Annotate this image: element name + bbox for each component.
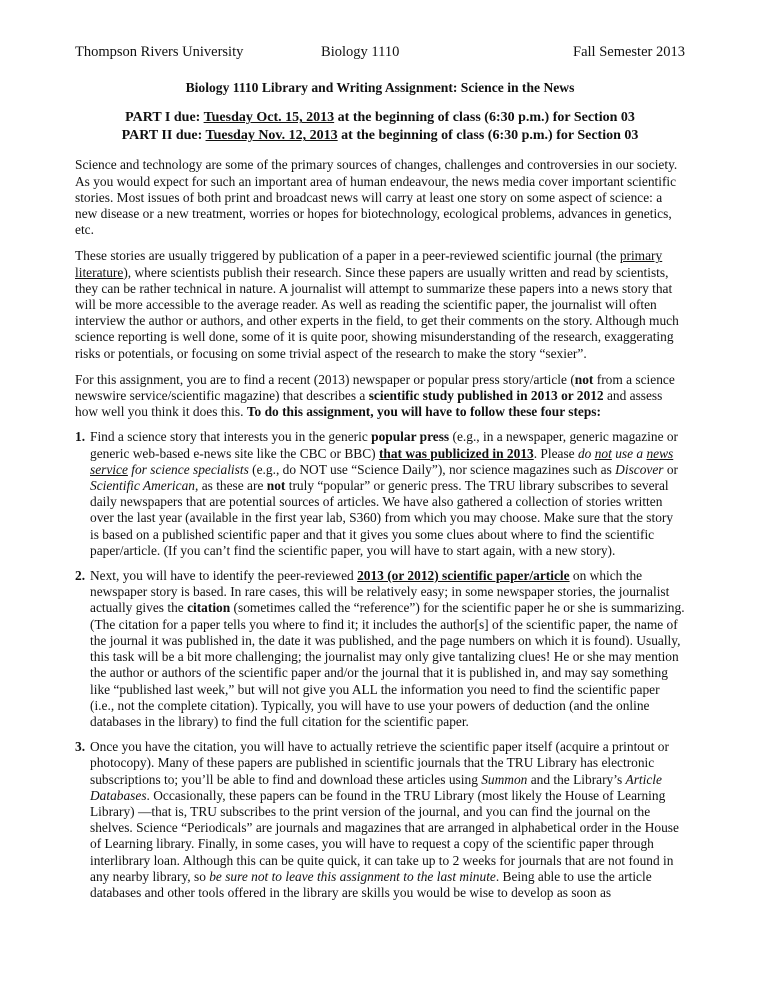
assignment-title: Biology 1110 Library and Writing Assignment: Science in the News: [185, 80, 575, 96]
step-1: 1. Find a science story that interests you in the generic popular press (e.g., in a newspaper, generic magazine or generic web-based e-news site like the CBC or BBC) that was publicized in 2013. Please do not use a news service for science specialists (e.g., do NOT use “Science Daily”), nor science magazines such as Discover or Scientific American, as these are not truly “popular” or generic press. The TRU library subscribes to several daily newspapers that are potential sources of articles. We have also gathered a collection of stories written over the last year (available in the first year lab, S360) from which you may choose. Make sure that the story is based on a published scientific paper and that it gives you some clues about where to find the scientific paper/article. (If you can’t find the scientific paper, you will have to start again, with a new story).: [75, 429, 679, 558]
intro-paragraph: Science and technology are some of the primary sources of changes, challenges and controversies in our society. As you would expect for such an important area of human endeavour, the news media cover important scientific stories. Most issues of both print and broadcast news will carry at least one story on some aspect of science: a new disease or a new treatment, worries or hopes for biotechnology, ecological problems, advances in genetics, etc.: [75, 157, 678, 238]
due-dates: [75, 109, 685, 145]
assignment-paragraph: For this assignment, you are to find a recent (2013) newspaper or popular press story/article (not from a science newswire service/scientific magazine) that describes a scientific study published in 2013 or 2012 and assess how well you think it does this. To do this assignment, you will have to follow these four steps:: [75, 371, 675, 420]
step-2: 2. Next, you will have to identify the peer-reviewed 2013 (or 2012) scientific paper/article on which the newspaper story is based. In rare cases, this will be relatively easy; in some newspaper stories, the journalist actually gives the citation (sometimes called the “reference”) for the scientific paper he or she is summarizing. (The citation for a paper tells you where to find it; it includes the author[s] of the scientific paper, the name of the journal it was published in, the date it was published, and the page numbers on which it is found). Usually, this task will be a bit more challenging; the journalist may only give tantalizing clues! He or she may mention the author or authors of the scientific paper and/or the journal that it is published in, and may say something like “published last week,” but will not give you ALL the information you need to find the scientific paper (i.e., not the complete citation). Typically, you will have to use your powers of deduction (and the online databases in the library) to find the full citation for the scientific paper.: [75, 568, 685, 729]
header-semester: Fall Semester 2013: [573, 44, 685, 60]
steps-list: [75, 429, 685, 901]
due-part-1: PART I due: Tuesday Oct. 15, 2013 at the beginning of class (6:30 p.m.) for Section 03: [125, 110, 635, 126]
background-paragraph: These stories are usually triggered by publication of a paper in a peer-reviewed scientific journal (the primary literature), where scientists publish their research. Since these papers are usually written and read by scientists, they can be rather technical in nature. A journalist will attempt to summarize these papers into a news story that will be more accessible to the average reader. As well as reading the scientific paper, the journalist will often interview the author or authors, and other experts in the field, to get their comments on the story. Although much science reporting is well done, some of it is quite poor, showing misunderstanding of the research, exaggerating risks or potentials, or focusing on some trivial aspect of the research to make the story “sexier”.: [75, 248, 679, 361]
document-page: [75, 44, 685, 910]
step-3: 3. Once you have the citation, you will have to actually retrieve the scientific paper itself (acquire a printout or photocopy). Many of these papers are published in scientific journals that the TRU Library has electronic subscriptions to; you’ll be able to find and download these articles using Summon and the Library’s Article Databases. Occasionally, these papers can be found in the TRU Library (most likely the House of Learning Library) —that is, TRU subscribes to the print version of the journal, and you can find the journal on the shelves. Science “Periodicals” are journals and magazines that are arranged in alphabetical order in the House of Learning library. Finally, in some cases, you will have to request a copy of the scientific paper through interlibrary loan. Although this can be quite quick, it can take up to 2 weeks for journals that are not found in any nearby library, so be sure not to leave this assignment to the last minute. Being able to use the article databases and other tools offered in the library are skills you would be wise to develop as soon as: [75, 739, 679, 900]
due-part-2: PART II due: Tuesday Nov. 12, 2013 at the beginning of class (6:30 p.m.) for Section 03: [121, 128, 639, 144]
header-course: Biology 1110: [321, 44, 400, 60]
header-university: Thompson Rivers University: [75, 44, 244, 60]
page-header: [75, 44, 685, 60]
